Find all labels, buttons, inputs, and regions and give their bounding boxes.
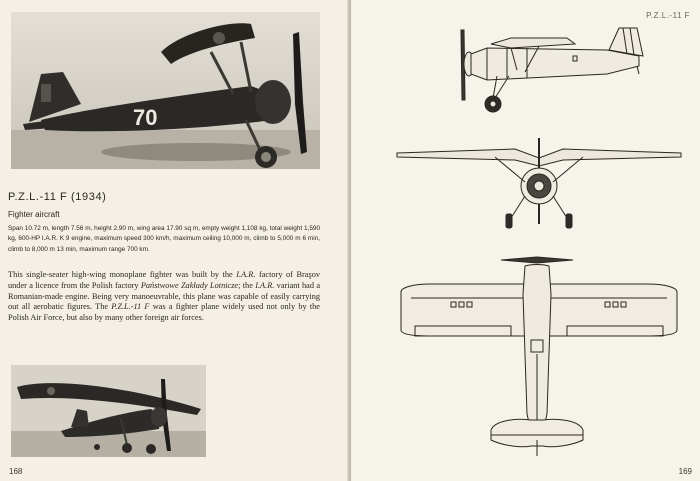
text-run-italic: P.Z.L.-11 F xyxy=(111,302,150,312)
left-page xyxy=(0,0,349,481)
specifications: Span 10.72 m, length 7.56 m, height 2.90 m, wing area 17.90 sq m, empty weight 1,108 kg, total weight 1,590 kg, 600-HP I.A.R. K 9 engine, maximum speed 300 km/h, maximum ceiling 10,000 m, climb to 5,000 m 6 min, climb to 8,000 m 13 min, maximum range 700 km. xyxy=(8,225,320,253)
page-number-right: 169 xyxy=(678,467,692,476)
front-view-drawing xyxy=(395,136,685,236)
text-run-italic: I.A.R. xyxy=(255,280,275,290)
text-run: was a fighter plane widely used not only by the Polish Air Force, but also by many other foreign air forces. xyxy=(8,302,320,323)
photo-marking: 70 xyxy=(133,105,158,130)
aircraft-photo-top xyxy=(11,12,320,169)
running-head: P.Z.L.-11 F xyxy=(646,11,690,20)
aircraft-photo-bottom xyxy=(11,365,206,457)
description-paragraph xyxy=(8,270,320,324)
side-view-drawing xyxy=(447,18,657,118)
text-run: variant had a Romanian-made engine. Being very manoeuvrable, this plane was capable of easily carrying out all aerobatic figures. The xyxy=(8,280,321,312)
page-number-left: 168 xyxy=(9,467,23,476)
top-view-drawing xyxy=(391,254,687,460)
text-run: ; the xyxy=(238,280,256,290)
right-page xyxy=(351,0,700,481)
text-run-italic: Państwowe Zakłady Lotnicze xyxy=(140,280,239,290)
text-run: This single-seater high-wing monoplane fighter was built by the xyxy=(8,270,237,279)
text-run-italic: I.A.R. xyxy=(236,270,256,279)
text-run: factory of Braşov under a licence from the Polish factory xyxy=(8,270,320,290)
aircraft-category: Fighter aircraft xyxy=(8,210,60,219)
aircraft-title: P.Z.L.-11 F (1934) xyxy=(8,191,107,203)
